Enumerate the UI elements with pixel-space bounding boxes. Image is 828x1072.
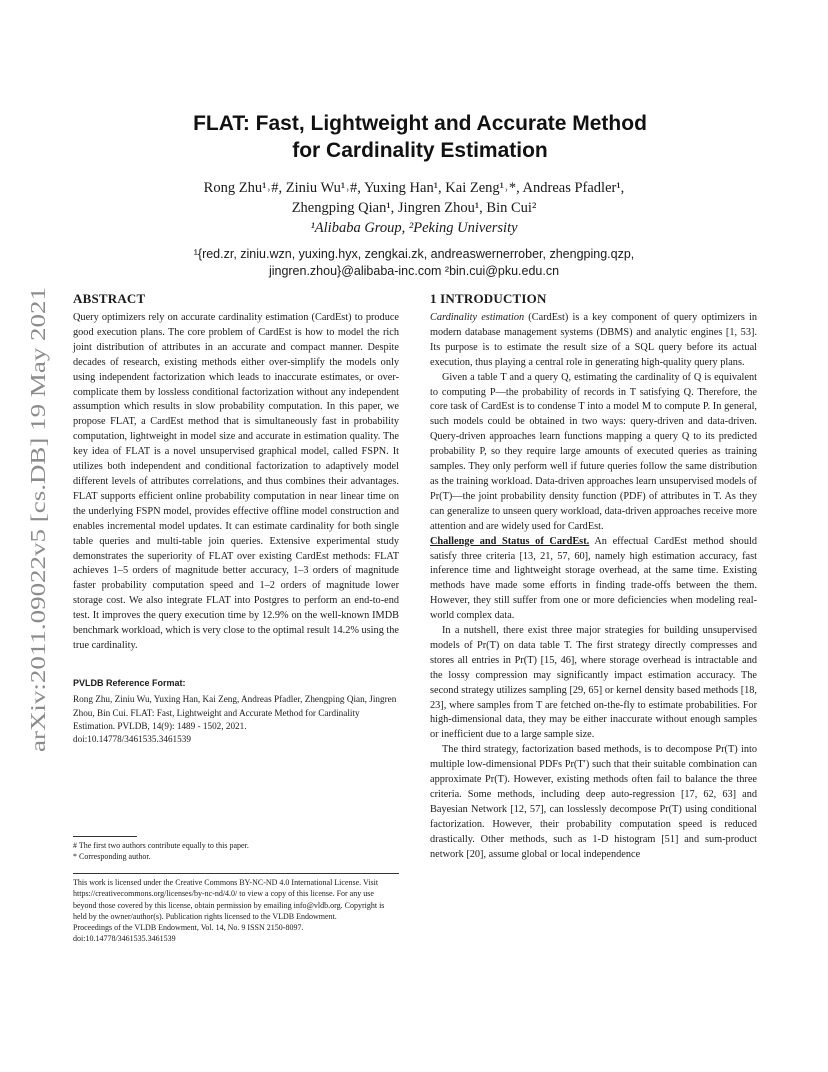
left-column	[73, 290, 399, 747]
arxiv-stamp	[26, 282, 50, 752]
intro-p1-term: Cardinality estimation	[430, 312, 525, 323]
affiliations: ¹Alibaba Group, ²Peking University	[310, 220, 518, 236]
authors-line-2: Zhengping Qian¹, Jingren Zhou¹, Bin Cui²	[291, 200, 537, 216]
license-text: This work is licensed under the Creative Commons BY-NC-ND 4.0 International License. Visit https://creativecommons.org/licenses/by-nc-nd/4.0/ to view a copy of this license. For any use beyond those covered by this license, obtain permission by emailing info@vldb.org. Copyright is held by the owner/author(s). Publication rights licensed to the VLDB Endowment.	[73, 878, 385, 921]
license-block	[73, 873, 399, 945]
authors-line-1: Rong Zhu¹˒#, Ziniu Wu¹˒#, Yuxing Han¹, Kai Zeng¹˒*, Andreas Pfadler¹,	[203, 180, 625, 196]
footnote-divider	[73, 836, 137, 837]
pvldb-citation: Rong Zhu, Ziniu Wu, Yuxing Han, Kai Zeng, Andreas Pfadler, Zhengping Qian, Jingren Zhou, Bin Cui. FLAT: Fast, Lightweight and Accurate Method for Cardinality Estimation. PVLDB, 14(9): 1489 - 1502, 2021.	[73, 694, 397, 732]
challenge-subheading: Challenge and Status of CardEst.	[430, 535, 590, 547]
abstract-text: Query optimizers rely on accurate cardinality estimation (CardEst) to produce good execution plans. The core problem of CardEst is how to model the rich joint distribution of attributes in an accurate and compact manner. Despite decades of research, existing methods either over-simplify the models only using independent factorization which leads to inaccurate estimates, or over-complicate them by lossless conditional factorization without any independent assumption which results in slow probability computation. In this paper, we propose FLAT, a CardEst method that is simultaneously fast in probability computation, lightweight in model size and accurate in estimation quality. The key idea of FLAT is a novel unsupervised graphical model, called FSPN. It utilizes both independent and conditional factorization to adaptively model different levels of attributes correlations, and thus combines their advantages. FLAT supports efficient online probability computation in near linear time on the underlying FSPN model, provides effective offline model construction and enables incremental model updates. It can estimate cardinality for both single table queries and multi-table join queries. Extensive experimental study demonstrates the superiority of FLAT over existing CardEst methods: FLAT achieves 1–5 orders of magnitude better accuracy, 1–3 orders of magnitude faster probability computation speed and 1–2 orders of magnitude lower storage cost. We also integrate FLAT into Postgres to perform an end-to-end test. It improves the query execution time by 12.9% on the well-known IMDB benchmark workload, which is very close to the optimal result 14.2% using the true cardinality.	[73, 312, 399, 651]
title-line-2: for Cardinality Estimation	[292, 139, 548, 162]
paper-title	[120, 110, 720, 164]
footnote-equal-contribution: # The first two authors contribute equally to this paper.	[73, 841, 249, 850]
introduction-heading: 1 INTRODUCTION	[430, 291, 547, 306]
title-line-1: FLAT: Fast, Lightweight and Accurate Method	[193, 112, 647, 135]
footnotes	[73, 840, 399, 863]
pvldb-heading: PVLDB Reference Format:	[73, 677, 186, 688]
emails-line-2: jingren.zhou}@alibaba-inc.com ²bin.cui@pku.edu.cn	[268, 264, 560, 278]
pvldb-reference	[73, 677, 399, 747]
author-list	[100, 178, 728, 218]
arxiv-id: arXiv:2011.09022v5 [cs.DB] 19 May 2021	[26, 381, 50, 752]
pvldb-doi: doi:10.14778/3461535.3461539	[73, 734, 191, 745]
intro-paragraph-1	[430, 311, 757, 371]
license-doi: doi:10.14778/3461535.3461539	[73, 934, 176, 944]
right-column	[430, 290, 757, 863]
intro-paragraph-3	[430, 535, 757, 624]
emails-line-1: ¹{red.zr, ziniu.wzn, yuxing.hyx, zengkai.zk, andreaswernerrober, zhengping.qzp,	[193, 247, 635, 261]
license-proceedings: Proceedings of the VLDB Endowment, Vol. 14, No. 9 ISSN 2150-8097.	[73, 923, 304, 933]
intro-p3-text: An effectual CardEst method should satisfy three criteria [13, 21, 57, 60], namely high estimation accuracy, fast inference time and lightweight storage overhead, at the same time. Existing methods have made some efforts in finding trade-offs between the them. However, they still suffer from one or more deficiencies when modeling real-world complex data.	[430, 535, 757, 622]
license-divider	[73, 873, 399, 874]
intro-paragraph-4: In a nutshell, there exist three major strategies for building unsupervised models of Pr(T) on data table T. The first strategy directly compresses and stores all entries in Pr(T) [15, 46], where storage overhead is intractable and the lossy compression may significantly impact estimation accuracy. The second strategy utilizes sampling [29, 65] or kernel density based methods [18, 23], where samples from T are fetched on-the-fly to estimate probabilities. For high-dimensional data, they may be either inaccurate without enough samples or inefficient due to a large sample size.	[430, 625, 757, 741]
intro-paragraph-5: The third strategy, factorization based methods, is to decompose Pr(T) into multiple low-dimensional PDFs Pr(T′) such that their suitable combination can approximate Pr(T). However, existing methods often fail to balance the three criteria. Some methods, including deep auto-regression [17, 62, 63] and Bayesian Network [12, 57], can losslessly decompose Pr(T) using conditional factorization. However, their probability computation speed is reduced drastically. Other methods, such as 1-D histogram [51] and sum-product network [20], assume global or local independence	[430, 744, 757, 860]
author-emails	[100, 246, 728, 280]
intro-p1-text: (CardEst) is a key component of query optimizers in modern database management systems (DBMS) and analytic engines [1, 53]. Its purpose is to estimate the result size of a SQL query before its actual execution, thus playing a central role in generating high-quality query plans.	[430, 312, 758, 368]
intro-paragraph-2: Given a table T and a query Q, estimating the cardinality of Q is equivalent to computing P—the probability of records in T satisfying Q. Therefore, the core task of CardEst is to condense T into a model M to compute P. In general, such models could be obtained in two ways: query-driven and data-driven. Query-driven approaches learn functions mapping a query Q to its predicted probability P, so they require large amounts of executed queries as training samples. They only perform well if future queries follow the same distribution as the training workload. Data-driven approaches learn unsupervised models of Pr(T)—the joint probability density function (PDF) of attributes in T. As they can generalize to unseen query workload, data-driven approaches receive more attention and are widely used for CardEst.	[430, 371, 757, 532]
footnote-corresponding: * Corresponding author.	[73, 852, 151, 862]
abstract-heading: ABSTRACT	[73, 291, 146, 306]
